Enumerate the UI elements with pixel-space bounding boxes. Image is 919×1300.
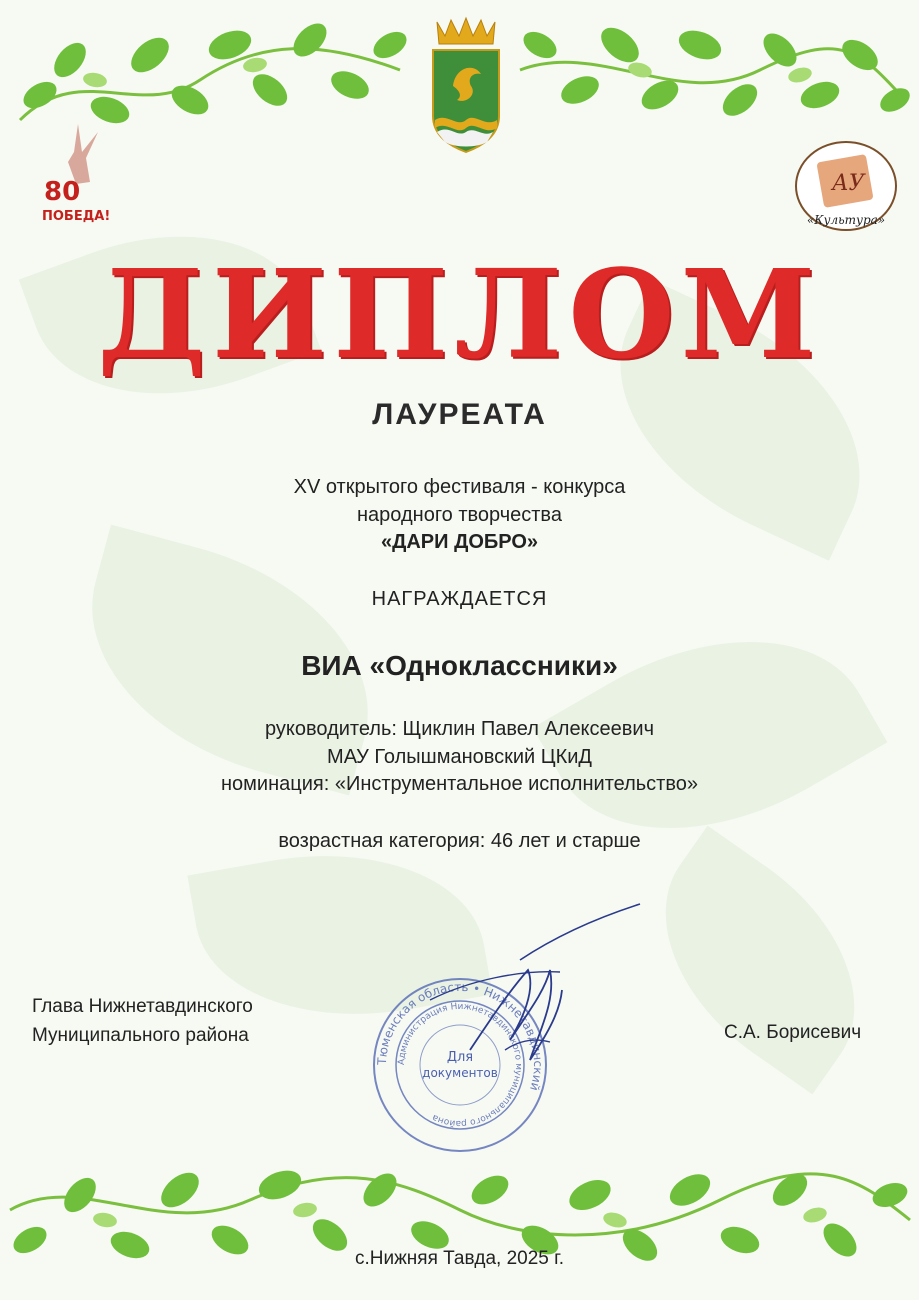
kultura-name: «Культура» — [806, 213, 886, 227]
festival-line: XV открытого фестиваля - конкурса — [293, 476, 626, 498]
place-and-date: с.Нижняя Тавда, 2025 г. — [354, 1248, 565, 1269]
nomination-line: номинация: «Инструментальное исполнительство» — [221, 773, 698, 795]
stamp-center-line1: Для — [446, 1050, 474, 1065]
age-category: возрастная категория: 46 лет и старше — [278, 830, 641, 852]
diploma-title: ДИПЛОМ — [97, 242, 822, 386]
leader-line: руководитель: Щиклин Павел Алексеевич — [264, 718, 654, 740]
bottom-vine-ornament — [0, 1150, 919, 1300]
signer-title — [32, 992, 253, 1050]
festival-name: «ДАРИ ДОБРО» — [380, 531, 539, 553]
handwritten-signature — [410, 900, 650, 1080]
stamp-outer-text: Тюменская область • Нижнетавдинский — [374, 979, 546, 1093]
stamp-inner-text: Администрация Нижнетавдинского муниципального района — [396, 1001, 524, 1129]
recipient-name: ВИА «Одноклассники» — [301, 650, 618, 681]
awarded-label: НАГРАЖДАЕТСЯ — [371, 588, 548, 610]
stamp-center-line2: документов — [422, 1066, 498, 1080]
signer-name: С.А. Борисевич — [724, 1022, 862, 1043]
signer-title-line2: Муниципального района — [32, 1025, 249, 1046]
signer-title-line1: Глава Нижнетавдинского — [32, 996, 253, 1017]
pobeda-number: 80 — [44, 177, 81, 207]
diploma-subtitle: ЛАУРЕАТА — [372, 398, 547, 431]
organization-line: МАУ Голышмановский ЦКиД — [327, 746, 592, 768]
pobeda-text: ПОБЕДА! — [42, 209, 111, 224]
kultura-initials: АУ — [832, 171, 865, 196]
kultura-logo — [792, 138, 900, 234]
festival-line: народного творчества — [357, 504, 562, 526]
coat-of-arms-icon — [427, 16, 505, 154]
pobeda-80-logo — [38, 122, 112, 228]
